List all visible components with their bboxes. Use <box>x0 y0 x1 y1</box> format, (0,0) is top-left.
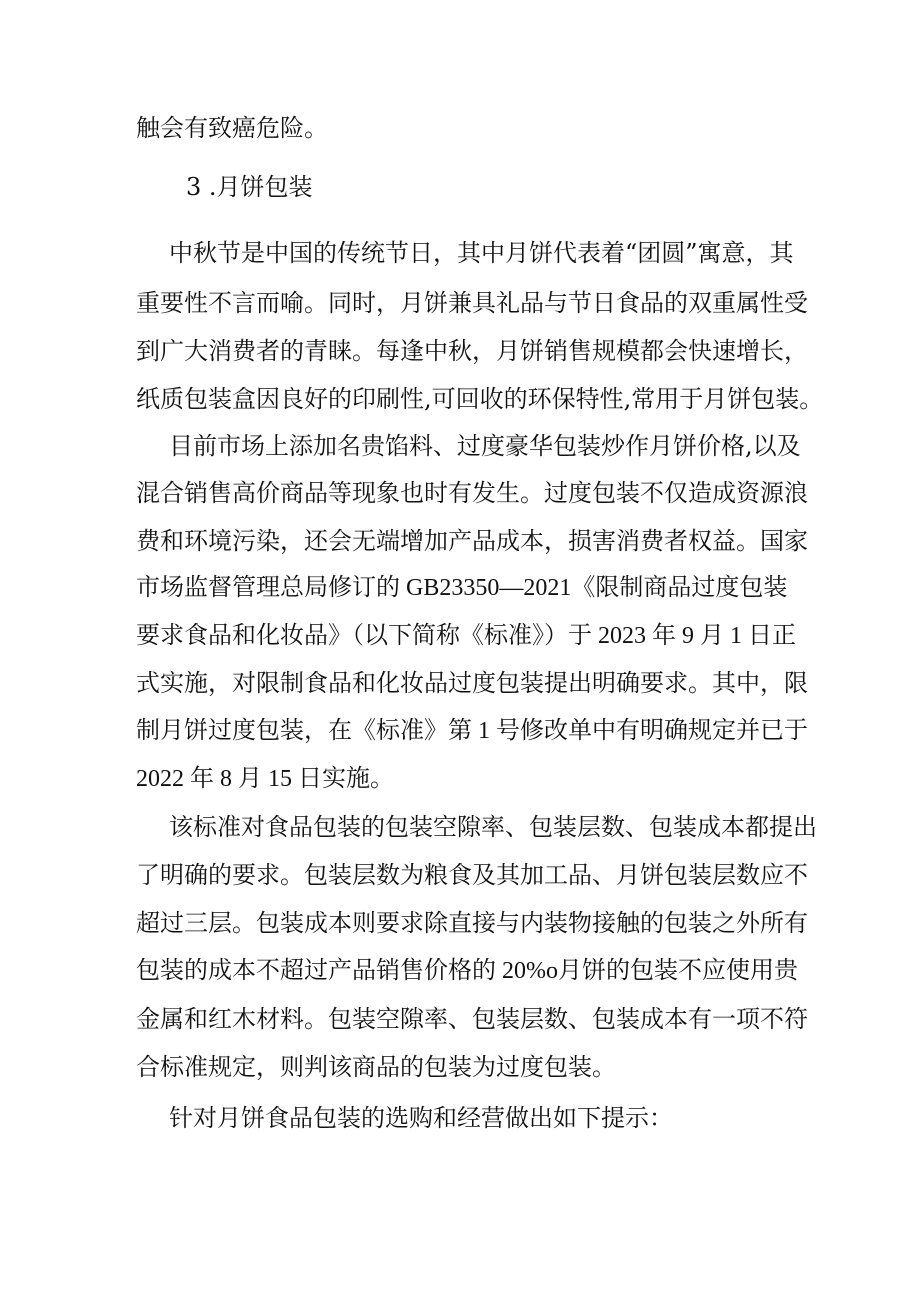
paragraph-line: 针对月饼食品包装的选购和经营做出如下提示： <box>169 1104 673 1132</box>
paragraph-line: 合标准规定，则判该商品的包装为过度包装。 <box>136 1053 616 1081</box>
paragraph-line: 金属和红木材料。包装空隙率、包装层数、包装成本有一项不符 <box>136 1005 808 1033</box>
paragraph-line: 2022 年 8 月 15 日实施。 <box>136 766 394 792</box>
paragraph-line: 要求食品和化妆品》（以下简称《标准》）于 2023 年 9 月 1 日正 <box>136 623 796 649</box>
paragraph-line: 制月饼过度包装，在《标准》第 1 号修改单中有明确规定并已于 <box>136 718 808 744</box>
paragraph-line: 超过三层。包装成本则要求除直接与内装物接触的包装之外所有 <box>136 909 808 937</box>
paragraph-line: 该标准对食品包装的包装空隙率、包装层数、包装成本都提出 <box>169 813 817 841</box>
paragraph-line: 费和环境污染，还会无端增加产品成本，损害消费者权益。国家 <box>136 527 808 555</box>
section-heading: 3 .月饼包装 <box>186 173 313 201</box>
paragraph-line: 混合销售高价商品等现象也时有发生。过度包装不仅造成资源浪 <box>136 479 808 507</box>
paragraph-line: 目前市场上添加名贵馅料、过度豪华包装炒作月饼价格,以及 <box>169 432 801 460</box>
paragraph-line: 包装的成本不超过产品销售价格的 20%o月饼的包装不应使用贵 <box>136 958 798 984</box>
paragraph-line: 到广大消费者的青睐。每逢中秋，月饼销售规模都会快速增长， <box>136 337 808 365</box>
paragraph-line: 了明确的要求。包装层数为粮食及其加工品、月饼包装层数应不 <box>136 861 808 889</box>
paragraph-line: 式实施，对限制食品和化妆品过度包装提出明确要求。其中，限 <box>136 669 808 697</box>
paragraph-line: 中秋节是中国的传统节日，其中月饼代表着“团圆”寓意，其 <box>169 239 794 267</box>
paragraph-line: 纸质包装盒因良好的印刷性,可回收的环保特性,常用于月饼包装。 <box>136 385 824 413</box>
paragraph-line: 市场监督管理总局修订的 GB23350—2021《限制商品过度包装 <box>136 575 788 601</box>
paragraph-line: 触会有致癌危险。 <box>136 114 328 142</box>
paragraph-line: 重要性不言而喻。同时，月饼兼具礼品与节日食品的双重属性受 <box>136 289 808 317</box>
